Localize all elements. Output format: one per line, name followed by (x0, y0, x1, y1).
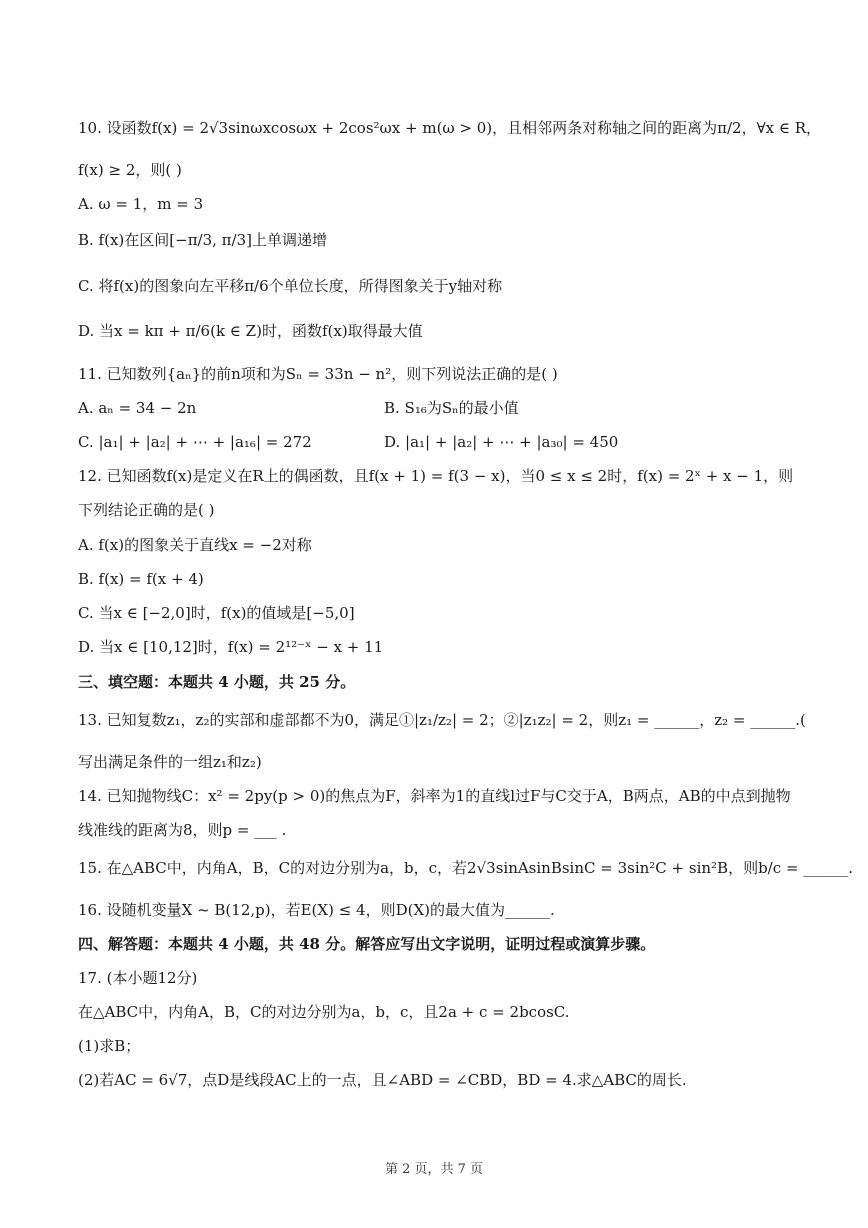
section-3-heading: 三、填空题：本题共 4 小题，共 25 分。 (78, 673, 356, 691)
q10-stem-line2: f(x) ≥ 2，则( ) (78, 161, 182, 179)
page-footer: 第 2 页，共 7 页 (384, 1162, 484, 1177)
q11-stem: 11. 已知数列{aₙ}的前n项和为Sₙ = 33n − n²，则下列说法正确的是( ) (78, 365, 558, 383)
q12-stem-line1: 12. 已知函数f(x)是定义在R上的偶函数，且f(x + 1) = f(3 − x)，当0 ≤ x ≤ 2时，f(x) = 2ˣ + x − 1，则 (78, 467, 794, 485)
q12-option-b: B. f(x) = f(x + 4) (78, 570, 204, 588)
q11-option-c: C. |a₁| + |a₂| + ⋯ + |a₁₆| = 272 (78, 433, 312, 451)
q17-header: 17. (本小题12分) (78, 969, 198, 987)
q12-option-d: D. 当x ∈ [10,12]时，f(x) = 2¹²⁻ˣ − x + 11 (78, 638, 384, 656)
q12-stem-line2: 下列结论正确的是( ) (78, 501, 215, 519)
q10-stem-line1: 10. 设函数f(x) = 2√3sinωxcosωx + 2cos²ωx + m(ω > 0)，且相邻两条对称轴之间的距离为π/2，∀x ∈ R， (78, 119, 822, 137)
q11-option-a: A. aₙ = 34 − 2n (78, 399, 197, 417)
q15-text: 15. 在△ABC中，内角A，B，C的对边分别为a，b，c，若2√3sinAsinBsinC = 3sin²C + sin²B，则b/c = ______. (78, 859, 854, 877)
q17-part1: (1)求B； (78, 1037, 141, 1055)
q13-line2: 写出满足条件的一组z₁和z₂) (78, 753, 262, 771)
q14-line1: 14. 已知抛物线C：x² = 2py(p > 0)的焦点为F，斜率为1的直线l过F与C交于A，B两点，AB的中点到抛物 (78, 787, 791, 805)
q11-option-d: D. |a₁| + |a₂| + ⋯ + |a₃₀| = 450 (384, 433, 619, 451)
q12-option-c: C. 当x ∈ [−2,0]时，f(x)的值域是[−5,0] (78, 604, 355, 622)
q16-text: 16. 设随机变量X ~ B(12,p)，若E(X) ≤ 4，则D(X)的最大值为______. (78, 901, 555, 919)
q10-option-c: C. 将f(x)的图象向左平移π/6个单位长度，所得图象关于y轴对称 (78, 277, 503, 295)
q17-part2: (2)若AC = 6√7，点D是线段AC上的一点，且∠ABD = ∠CBD，BD = 4.求△ABC的周长. (78, 1071, 687, 1089)
q10-option-a: A. ω = 1，m = 3 (78, 195, 204, 213)
q12-option-a: A. f(x)的图象关于直线x = −2对称 (78, 536, 312, 554)
section-4-heading: 四、解答题：本题共 4 小题，共 48 分。解答应写出文字说明，证明过程或演算步骤。 (78, 935, 656, 953)
q14-line2: 线准线的距离为8，则p = ___ . (78, 821, 287, 839)
q13-line1: 13. 已知复数z₁，z₂的实部和虚部都不为0，满足①|z₁/z₂| = 2；②|z₁z₂| = 2，则z₁ = ______，z₂ = ______.( (78, 711, 806, 729)
q17-stem: 在△ABC中，内角A，B，C的对边分别为a，b，c，且2a + c = 2bcosC. (78, 1003, 570, 1021)
q10-option-d: D. 当x = kπ + π/6(k ∈ Z)时，函数f(x)取得最大值 (78, 322, 423, 340)
q10-option-b: B. f(x)在区间[−π/3, π/3]上单调递增 (78, 231, 327, 249)
q11-option-b: B. S₁₆为Sₙ的最小值 (384, 399, 519, 417)
